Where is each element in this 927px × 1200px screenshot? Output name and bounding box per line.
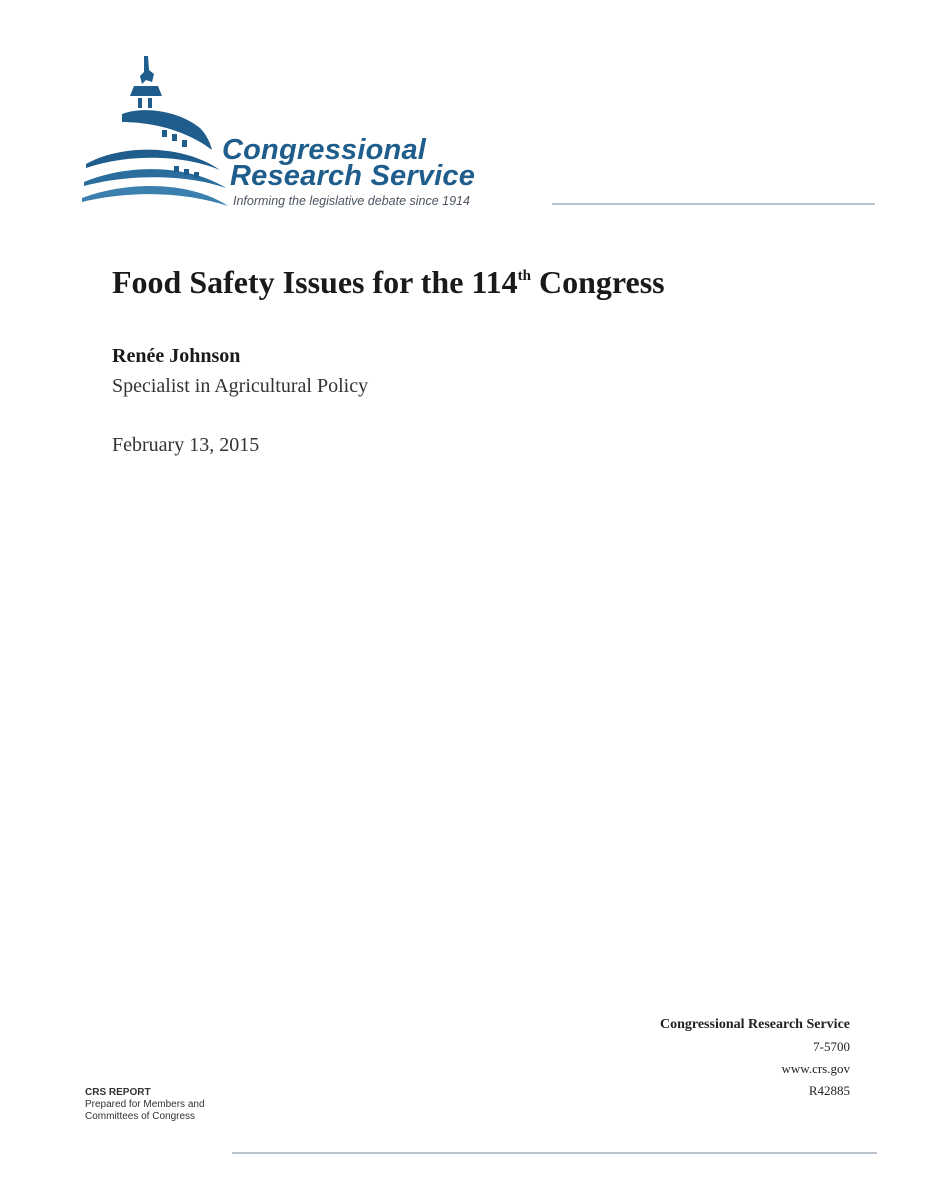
title-main: Food Safety Issues for the 114 bbox=[112, 264, 518, 300]
footer-report-type: CRS REPORT bbox=[85, 1087, 151, 1098]
footer-line1: Prepared for Members and bbox=[85, 1099, 205, 1110]
footer-line2: Committees of Congress bbox=[85, 1111, 196, 1122]
title-suffix: Congress bbox=[530, 264, 665, 300]
header-divider bbox=[552, 203, 875, 205]
capitol-dome-icon bbox=[82, 52, 232, 212]
crs-organization: Congressional Research Service bbox=[659, 1017, 850, 1032]
logo-tagline: Informing the legislative debate since 1914 bbox=[233, 194, 470, 208]
crs-info-block bbox=[660, 1014, 850, 1102]
crs-website: www.crs.gov bbox=[781, 1061, 850, 1076]
footer-report-label bbox=[85, 1087, 205, 1123]
report-date: February 13, 2015 bbox=[112, 434, 260, 456]
report-title bbox=[112, 264, 665, 301]
logo-wordmark-line2: Research Service bbox=[230, 160, 476, 192]
author-position: Specialist in Agricultural Policy bbox=[112, 375, 369, 397]
author-name: Renée Johnson bbox=[112, 345, 241, 367]
crs-number: 7-5700 bbox=[813, 1039, 850, 1054]
logo-wordmark-line1: Congressional bbox=[222, 134, 427, 166]
title-superscript: th bbox=[517, 268, 531, 284]
crs-report-id: R42885 bbox=[808, 1083, 850, 1098]
footer-divider bbox=[232, 1152, 877, 1154]
